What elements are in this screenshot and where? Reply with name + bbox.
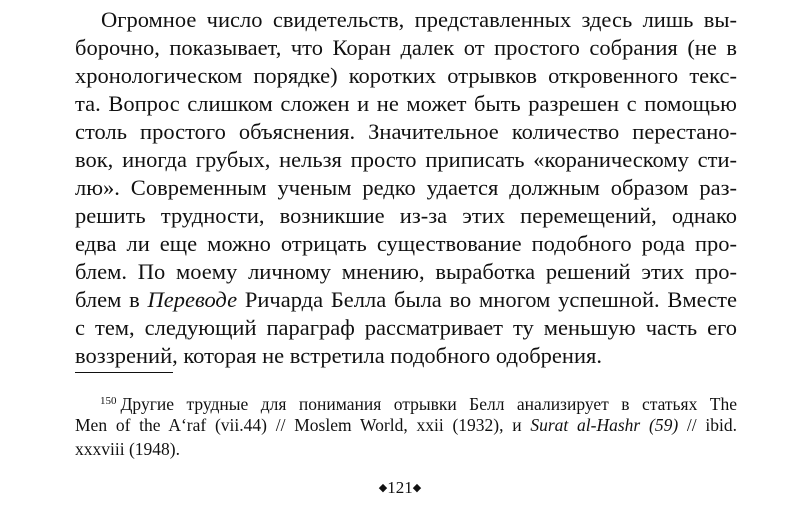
- footnote-line: [75, 389, 737, 413]
- text-fragment: Другие трудные для понимания отрывки Белл анализирует в статьях The: [120, 394, 737, 414]
- text-line: лю». Современным ученым редко удается должным образом раз-: [75, 175, 737, 200]
- ornament-icon: ◆: [412, 481, 422, 494]
- italic-number: (59): [649, 415, 679, 435]
- text-line: решить трудности, возникшие из-за этих перемещений, однако: [75, 203, 737, 228]
- text-fragment: Men of the A‘raf (vii.44) // Moslem World, xxii (1932), и: [75, 415, 531, 435]
- text-fragment: блем в: [75, 287, 148, 312]
- text-line: едва ли еще можно отрицать существование подобного рода про-: [75, 231, 737, 256]
- main-paragraph: [75, 6, 737, 370]
- text-line: Огромное число свидетельств, представленных здесь лишь вы-: [101, 7, 737, 32]
- italic-title: Переводе: [147, 287, 238, 312]
- footnote-line: [75, 413, 737, 437]
- italic-title: Surat al-Hashr: [530, 415, 641, 435]
- footnote: [75, 389, 737, 461]
- text-line: [75, 286, 737, 314]
- page-number-value: 121: [387, 478, 413, 497]
- footnote-marker: 150: [100, 395, 117, 407]
- text-line: вок, иногда грубых, нельзя просто приписать «кораническому сти-: [75, 147, 737, 172]
- text-fragment: [640, 415, 649, 435]
- text-fragment: Ричарда Белла была во многом успешной. Вместе: [237, 287, 738, 312]
- footnote-divider: [75, 372, 173, 373]
- text-line: столь простого объяснения. Значительное количество перестано-: [75, 119, 737, 144]
- text-line: борочно, показывает, что Коран далек от простого собрания (не в: [75, 35, 737, 60]
- text-line: хронологическом порядке) коротких отрывков откровенного текс-: [75, 63, 737, 88]
- text-line: блем. По моему личному мнению, выработка решений этих про-: [75, 259, 737, 284]
- text-line: та. Вопрос слишком сложен и не может быть разрешен с помощью: [75, 91, 737, 116]
- text-line: с тем, следующий параграф рассматривает ту меньшую часть его: [75, 315, 737, 340]
- text-line: воззрений, которая не встретила подобного одобрения.: [75, 343, 602, 368]
- page-number: [0, 478, 800, 498]
- ornament-icon: ◆: [378, 481, 388, 494]
- footnote-line: xxxviii (1948).: [75, 439, 180, 459]
- text-fragment: // ibid.: [678, 415, 738, 435]
